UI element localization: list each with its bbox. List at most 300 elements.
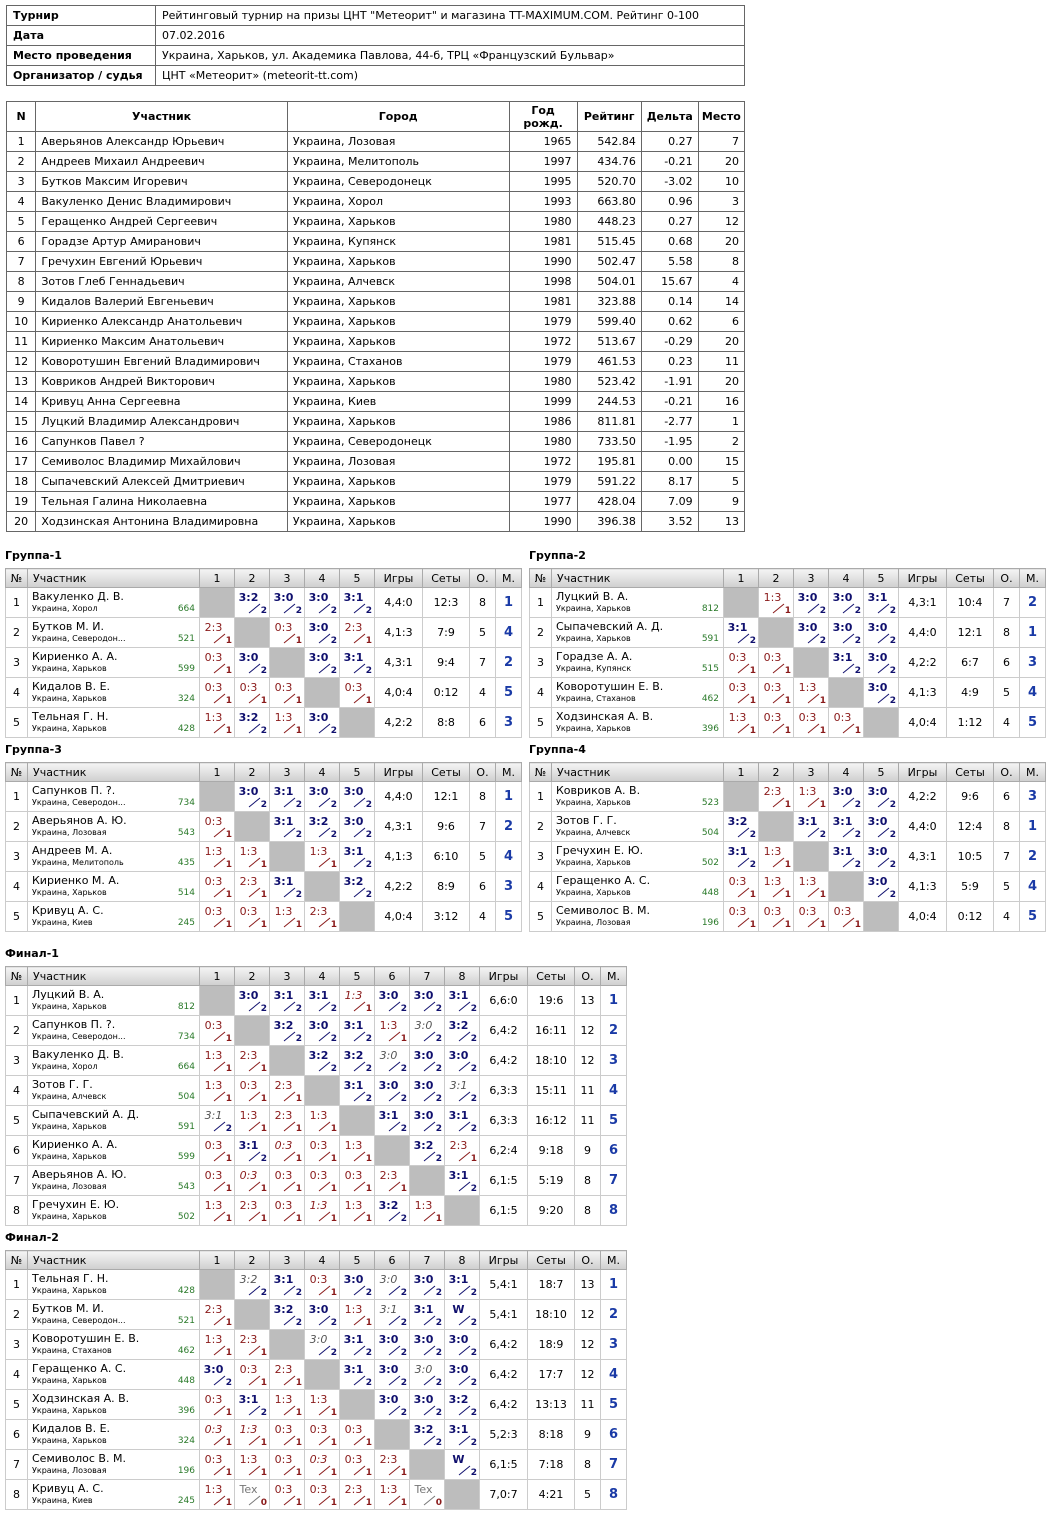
plist-cell: 523.42	[577, 372, 641, 392]
match-result	[829, 842, 863, 871]
slash-mark	[283, 1121, 296, 1132]
slash-mark	[458, 1375, 471, 1386]
match-points: 1	[330, 1438, 337, 1448]
match-result	[864, 782, 898, 811]
match-result	[235, 1136, 269, 1165]
match-result	[375, 1076, 409, 1105]
match-result	[375, 1450, 409, 1479]
table-row	[6, 648, 522, 678]
match-cell	[410, 1330, 445, 1360]
participant-city-text: Украина, Киев	[32, 1495, 93, 1505]
group-header-games: Игры	[375, 569, 423, 588]
match-cell	[200, 902, 235, 932]
match-score: 0:3	[274, 1453, 293, 1466]
participant-city-text: Украина, Харьков	[32, 1405, 107, 1415]
match-result	[305, 708, 339, 737]
sets-cell: 9:6	[947, 782, 994, 812]
slash-mark	[248, 1091, 261, 1102]
plist-cell: 4	[698, 272, 744, 292]
match-points: 2	[330, 636, 337, 646]
slash-mark	[458, 1151, 471, 1162]
match-score: 0:3	[833, 905, 852, 918]
participant-city	[556, 723, 719, 735]
match-cell	[724, 902, 759, 932]
group-header-games: Игры	[899, 763, 947, 782]
match-points: 2	[260, 1004, 267, 1014]
participant-city	[32, 827, 195, 839]
participant-city-text: Украина, Харьков	[32, 1121, 107, 1131]
match-result	[270, 1016, 304, 1045]
place-cell: 5	[601, 1390, 627, 1420]
participant-rating: 448	[177, 1375, 195, 1386]
match-score: 3:1	[448, 1169, 469, 1182]
participant-rating: 812	[701, 603, 719, 614]
match-points: 2	[295, 1034, 302, 1044]
match-score: 0:3	[274, 1169, 293, 1182]
match-result	[200, 1420, 234, 1449]
match-result	[200, 1106, 234, 1135]
place-cell: 2	[601, 1300, 627, 1330]
slash-mark	[213, 1211, 226, 1222]
participant-rating: 543	[177, 1181, 195, 1192]
group-header-row	[530, 763, 1046, 782]
table-row	[7, 492, 745, 512]
match-cell	[340, 1300, 375, 1330]
plist-cell: 2	[698, 432, 744, 452]
slash-mark	[318, 797, 331, 808]
place-cell: 3	[496, 872, 522, 902]
match-points: 2	[295, 890, 302, 900]
match-score: 0:3	[239, 681, 258, 694]
slash-mark	[283, 723, 296, 734]
plist-cell: 1981	[509, 292, 577, 312]
table-row	[6, 872, 522, 902]
match-score: 3:0	[378, 1079, 399, 1092]
match-result	[340, 1480, 374, 1509]
participant-city-text: Украина, Харьков	[32, 1435, 107, 1445]
participant-rating: 523	[701, 797, 719, 808]
participant-cell	[28, 648, 200, 678]
match-result	[724, 648, 758, 677]
match-result	[305, 1480, 339, 1509]
match-score: 0:3	[344, 1169, 363, 1182]
group-header-col: 4	[305, 967, 340, 986]
match-points: 2	[435, 1094, 442, 1104]
match-result	[340, 1420, 374, 1449]
table-row	[7, 172, 745, 192]
group-title: Группа-3	[5, 743, 62, 756]
match-score: 3:1	[379, 1303, 398, 1316]
plist-cell: Ходзинская Антонина Владимировна	[36, 512, 288, 532]
match-result	[305, 1106, 339, 1135]
slash-mark	[842, 827, 855, 838]
match-score: 0:3	[309, 1453, 328, 1466]
match-cell	[445, 1300, 480, 1330]
match-result	[235, 782, 269, 811]
slash-mark	[283, 917, 296, 928]
match-cell	[759, 588, 794, 618]
plist-cell: 323.88	[577, 292, 641, 312]
plist-cell: 244.53	[577, 392, 641, 412]
slash-mark	[283, 1151, 296, 1162]
table-row	[7, 412, 745, 432]
match-result	[235, 678, 269, 707]
plist-cell: 16	[698, 392, 744, 412]
self-match-cell	[270, 842, 305, 872]
participant-city	[32, 1121, 195, 1133]
self-match-cell	[200, 588, 235, 618]
plist-cell: 1997	[509, 152, 577, 172]
match-result	[270, 1360, 304, 1389]
match-points: 1	[295, 1378, 302, 1388]
match-result	[410, 1300, 444, 1329]
participant-name: Бутков М. И.	[32, 619, 105, 633]
plist-cell: 16	[7, 432, 36, 452]
group-header-col: 4	[305, 569, 340, 588]
participant-rating: 514	[177, 887, 195, 898]
participant-city-text: Украина, Хорол	[32, 603, 98, 613]
match-cell	[445, 1390, 480, 1420]
match-result	[759, 588, 793, 617]
sets-cell: 19:6	[528, 986, 575, 1016]
group-header-games: Игры	[899, 569, 947, 588]
match-result	[410, 1480, 444, 1509]
match-points: 1	[784, 890, 791, 900]
match-points: 2	[819, 636, 826, 646]
match-result	[270, 1450, 304, 1479]
slash-mark	[737, 857, 750, 868]
slash-mark	[423, 1375, 436, 1386]
place-cell: 4	[496, 618, 522, 648]
slash-mark	[213, 1315, 226, 1326]
match-cell	[200, 1046, 235, 1076]
slash-mark	[388, 1405, 401, 1416]
match-cell	[794, 872, 829, 902]
match-score: 0:3	[274, 681, 293, 694]
match-score: 3:0	[448, 1333, 469, 1346]
match-score: 3:0	[308, 621, 329, 634]
row-number: 4	[530, 678, 552, 708]
match-score: 3:0	[378, 989, 399, 1002]
match-result	[200, 842, 234, 871]
plist-cell: Украина, Харьков	[287, 512, 509, 532]
group-header-col: 4	[305, 763, 340, 782]
slash-mark	[842, 663, 855, 674]
slash-mark	[388, 1031, 401, 1042]
match-score: 0:3	[239, 1363, 258, 1376]
group-header-no: №	[6, 1251, 28, 1270]
match-points: 1	[260, 1348, 267, 1358]
match-cell	[305, 1106, 340, 1136]
match-score: 3:2	[448, 1019, 469, 1032]
plist-cell: 513.67	[577, 332, 641, 352]
participant-cell	[28, 872, 200, 902]
match-result	[445, 986, 479, 1015]
match-score: 3:0	[413, 1079, 434, 1092]
slash-mark	[458, 1121, 471, 1132]
match-cell	[794, 678, 829, 708]
sets-cell: 9:4	[423, 648, 470, 678]
group-header-col: 1	[200, 967, 235, 986]
slash-mark	[423, 1405, 436, 1416]
match-result	[445, 1016, 479, 1045]
match-result	[410, 1330, 444, 1359]
plist-cell: Луцкий Владимир Александрович	[36, 412, 288, 432]
slash-mark	[807, 887, 820, 898]
match-cell	[235, 1450, 270, 1480]
sets-cell: 5:19	[528, 1166, 575, 1196]
slash-mark	[248, 1465, 261, 1476]
slash-mark	[737, 827, 750, 838]
participant-city-text: Украина, Харьков	[32, 1285, 107, 1295]
match-score: W	[452, 1303, 465, 1316]
match-result	[794, 782, 828, 811]
participant-city-text: Украина, Стаханов	[556, 693, 636, 703]
table-row	[530, 812, 1046, 842]
games-cell: 4,3:1	[375, 812, 423, 842]
plist-cell: Бутков Максим Игоревич	[36, 172, 288, 192]
match-score: 3:2	[308, 1049, 329, 1062]
plist-cell: 811.81	[577, 412, 641, 432]
participant-rating: 502	[701, 857, 719, 868]
group-header-sets: Сеты	[423, 763, 470, 782]
row-number: 2	[6, 1016, 28, 1046]
plist-cell: Украина, Харьков	[287, 372, 509, 392]
match-cell	[375, 1450, 410, 1480]
participant-cell	[552, 678, 724, 708]
match-cell	[305, 842, 340, 872]
participant-cell	[552, 708, 724, 738]
match-points: 1	[400, 1498, 407, 1508]
place-cell: 1	[601, 1270, 627, 1300]
match-result	[200, 708, 234, 737]
games-cell: 6,2:4	[480, 1136, 528, 1166]
match-score: W	[452, 1453, 465, 1466]
match-points: 1	[225, 696, 232, 706]
match-score: 0:3	[274, 1199, 293, 1212]
match-score: 2:3	[379, 1169, 398, 1182]
match-points: 2	[470, 1124, 477, 1134]
plist-cell: 1990	[509, 252, 577, 272]
table-row	[6, 1076, 627, 1106]
match-cell	[235, 1270, 270, 1300]
sets-cell: 13:13	[528, 1390, 575, 1420]
match-cell	[759, 842, 794, 872]
match-points: 1	[260, 1214, 267, 1224]
place-cell: 5	[496, 902, 522, 932]
self-match-cell	[864, 708, 899, 738]
participant-city	[556, 857, 719, 869]
games-cell: 4,4:0	[375, 782, 423, 812]
plist-cell: 11	[7, 332, 36, 352]
participant-cell	[28, 782, 200, 812]
plist-cell: Сыпачевский Алексей Дмитриевич	[36, 472, 288, 492]
match-points: 1	[819, 920, 826, 930]
match-cell	[235, 1106, 270, 1136]
place-cell: 3	[1020, 782, 1046, 812]
games-cell: 4,2:2	[899, 648, 947, 678]
participant-city-text: Украина, Северодон...	[32, 1031, 126, 1041]
match-points: 2	[260, 1288, 267, 1298]
match-points: 1	[260, 1468, 267, 1478]
self-match-cell	[235, 618, 270, 648]
slash-mark	[423, 1285, 436, 1296]
participant-rating: 324	[177, 693, 195, 704]
match-points: 2	[889, 696, 896, 706]
match-score: Tex	[239, 1483, 258, 1496]
match-points: 2	[365, 1064, 372, 1074]
match-score: 3:2	[413, 1139, 434, 1152]
slash-mark	[877, 633, 890, 644]
match-result	[235, 1360, 269, 1389]
group-header-games: Игры	[480, 967, 528, 986]
match-score: 1:3	[309, 1199, 328, 1212]
match-score: 3:0	[414, 1363, 433, 1376]
plist-cell: 0.00	[641, 452, 698, 472]
match-result	[410, 1360, 444, 1389]
match-cell	[724, 618, 759, 648]
match-points: 2	[470, 1034, 477, 1044]
match-result	[200, 1196, 234, 1225]
match-cell	[410, 1106, 445, 1136]
self-match-cell	[270, 1046, 305, 1076]
match-cell	[305, 1420, 340, 1450]
match-score: 1:3	[414, 1199, 433, 1212]
points-cell: 8	[575, 1196, 601, 1226]
plist-cell: 663.80	[577, 192, 641, 212]
row-number: 8	[6, 1196, 28, 1226]
match-score: 1:3	[309, 1109, 328, 1122]
plist-cell: 1995	[509, 172, 577, 192]
slash-mark	[248, 663, 261, 674]
match-result	[724, 812, 758, 841]
match-score: 0:3	[309, 1483, 328, 1496]
match-score: 0:3	[763, 681, 782, 694]
plist-cell: 1999	[509, 392, 577, 412]
participant-name: Кривуц А. С.	[32, 903, 104, 917]
match-score: 0:3	[344, 1423, 363, 1436]
participant-name: Кидалов В. Е.	[32, 679, 111, 693]
group-header-col: 5	[864, 763, 899, 782]
points-cell: 11	[575, 1390, 601, 1420]
match-cell	[235, 1196, 270, 1226]
match-points: 2	[260, 1408, 267, 1418]
self-match-cell	[759, 812, 794, 842]
info-key: Турнир	[7, 6, 156, 26]
match-score: 3:2	[727, 815, 748, 828]
match-cell	[270, 1300, 305, 1330]
row-number: 1	[6, 986, 28, 1016]
self-match-cell	[305, 1076, 340, 1106]
self-match-cell	[724, 782, 759, 812]
match-result	[410, 1420, 444, 1449]
match-score: 3:1	[273, 875, 294, 888]
group-header-col: 1	[200, 1251, 235, 1270]
games-cell: 5,4:1	[480, 1300, 528, 1330]
match-result	[410, 1136, 444, 1165]
participant-rating: 196	[177, 1465, 195, 1476]
slash-mark	[213, 1091, 226, 1102]
plist-cell: 448.23	[577, 212, 641, 232]
plist-cell: 3.52	[641, 512, 698, 532]
match-cell	[200, 1420, 235, 1450]
match-score: 2:3	[274, 1079, 293, 1092]
match-cell	[829, 902, 864, 932]
slash-mark	[388, 1315, 401, 1326]
slash-mark	[807, 827, 820, 838]
match-points: 2	[330, 1034, 337, 1044]
participant-name: Тельная Г. Н.	[32, 1271, 109, 1285]
match-points: 1	[225, 860, 232, 870]
match-cell	[235, 1136, 270, 1166]
slash-mark	[842, 857, 855, 868]
games-cell: 4,1:3	[375, 842, 423, 872]
match-points: 2	[470, 1184, 477, 1194]
match-cell	[235, 1046, 270, 1076]
match-points: 2	[295, 606, 302, 616]
table-row	[7, 372, 745, 392]
match-score: 1:3	[204, 1079, 223, 1092]
slash-mark	[318, 1181, 331, 1192]
points-cell: 6	[994, 648, 1020, 678]
match-score: 3:1	[867, 591, 888, 604]
match-result	[794, 708, 828, 737]
plist-cell: 13	[7, 372, 36, 392]
match-points: 1	[400, 1468, 407, 1478]
match-result	[445, 1420, 479, 1449]
match-score: 0:3	[763, 905, 782, 918]
match-points: 1	[784, 860, 791, 870]
slash-mark	[213, 857, 226, 868]
plist-cell: Украина, Харьков	[287, 492, 509, 512]
self-match-cell	[794, 648, 829, 678]
plist-cell: 17	[7, 452, 36, 472]
participant-cell	[28, 812, 200, 842]
match-result	[235, 1106, 269, 1135]
match-cell	[340, 1046, 375, 1076]
match-result	[340, 812, 374, 841]
participant-name: Сапунков П. ?.	[32, 1017, 116, 1031]
plist-cell: Украина, Северодонецк	[287, 432, 509, 452]
match-result	[270, 1300, 304, 1329]
match-cell	[200, 1300, 235, 1330]
match-points: 2	[470, 1004, 477, 1014]
slash-mark	[248, 1345, 261, 1356]
points-cell: 7	[470, 812, 496, 842]
plist-cell: Украина, Харьков	[287, 412, 509, 432]
plist-cell: Украина, Киев	[287, 392, 509, 412]
slash-mark	[318, 1031, 331, 1042]
games-cell: 4,3:1	[899, 588, 947, 618]
row-number: 1	[6, 588, 28, 618]
participant-city-text: Украина, Мелитополь	[32, 857, 124, 867]
match-result	[410, 1390, 444, 1419]
table-row	[530, 678, 1046, 708]
match-result	[864, 648, 898, 677]
match-result	[340, 1046, 374, 1075]
participant-rating: 515	[701, 663, 719, 674]
match-score: 3:2	[378, 1199, 399, 1212]
match-cell	[410, 986, 445, 1016]
match-result	[375, 1046, 409, 1075]
match-cell	[305, 1196, 340, 1226]
plist-cell: Коворотушин Евгений Владимирович	[36, 352, 288, 372]
match-score: 1:3	[204, 1333, 223, 1346]
participant-rating: 196	[701, 917, 719, 928]
slash-mark	[877, 827, 890, 838]
match-result	[759, 648, 793, 677]
match-result	[235, 648, 269, 677]
